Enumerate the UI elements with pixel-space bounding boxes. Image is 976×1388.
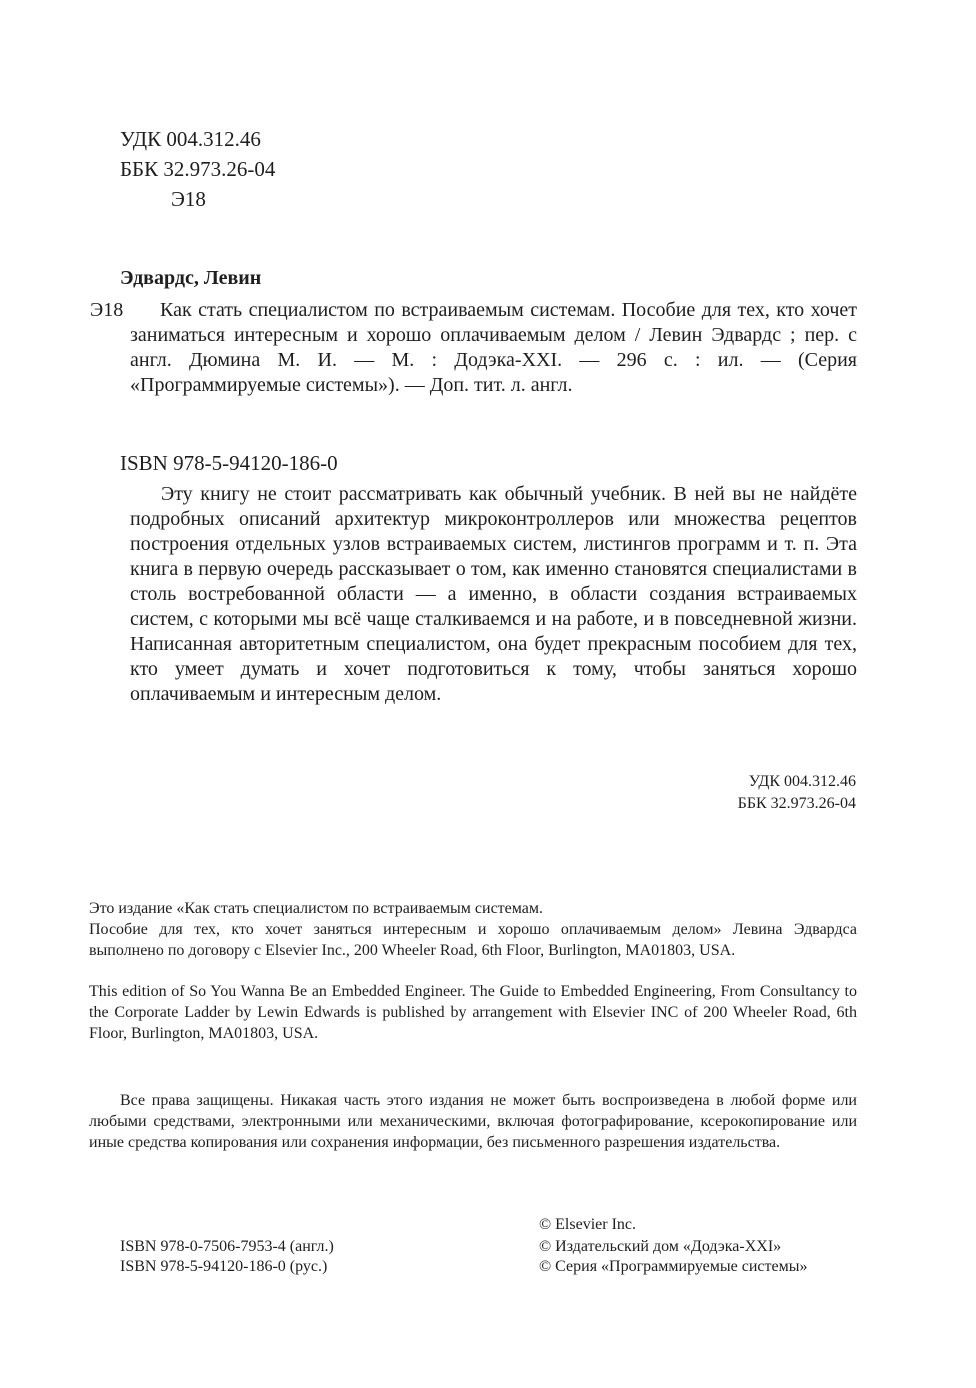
- catalog-code: Э18: [90, 299, 124, 321]
- isbn-english: ISBN 978-0-7506-7953-4 (англ.): [120, 1238, 334, 1255]
- rights-notice: Все права защищены. Никакая часть этого издания не может быть воспроизведена в любой форме или любыми средствами, электронными или механическими, включая фотографирование, ксерокопирование или иные средства копирования или сохранения информации, без письменного разрешения издательства.: [89, 1092, 857, 1151]
- edition-note-ru-line: Это издание «Как стать специалистом по встраиваемым системам.: [89, 900, 544, 917]
- edition-note-ru-line: выполнено по договору с Elsevier Inc., 200 Wheeler Road, 6th Floor, Burlington, MA01803, USA.: [89, 942, 736, 959]
- isbn-russian: ISBN 978-5-94120-186-0 (рус.): [120, 1258, 328, 1275]
- catalog-description: Как стать специалистом по встраиваемым системам. Пособие для тех, кто хочет заниматься интересным и хорошо оплачиваемым делом / Левин Эдвардс ; пер. с англ. Дюмина М. И. — М. : Додэка-XXI. — 296 с. : ил. — (Серия «Программируемые системы»). — Доп. тит. л. англ.: [130, 299, 857, 396]
- author-mark: Э18: [171, 187, 206, 211]
- edition-note-ru: [89, 898, 857, 961]
- bbk-code-repeat: ББК 32.973.26-04: [737, 795, 856, 812]
- catalog-author: Эдвардс, Левин: [120, 267, 262, 289]
- udk-code: УДК 004.312.46: [120, 127, 261, 151]
- copyright-elsevier: © Elsevier Inc.: [539, 1216, 637, 1233]
- edition-note-en: This edition of So You Wanna Be an Embedded Engineer. The Guide to Embedded Engineering, From Consultancy to the Corporate Ladder by Lewin Edwards is published by arrangement with Elsevier INC of 200 Wheeler Road, 6th Floor, Burlington, MA01803, USA.: [89, 983, 857, 1042]
- edition-note-ru-line: Пособие для тех, кто хочет заняться интересным и хорошо оплачиваемым делом» Левина Эдвардса: [89, 921, 857, 938]
- abstract: Эту книгу не стоит рассматривать как обычный учебник. В ней вы не найдёте подробных описаний архитектур микроконтроллеров или множества рецептов построения отдельных узлов встраиваемых систем, листингов программ и т. п. Эта книга в первую очередь рассказывает о том, как именно становятся специалистами в столь востребованной области — а именно, в области создания встраиваемых систем, с которыми мы всё чаще сталкиваемся и на работе, и в повседневной жизни. Написанная авторитетным специалистом, она будет прекрасным пособием для тех, кто умеет думать и хочет подготовиться к тому, чтобы заняться хорошо оплачиваемым и интересным делом.: [130, 483, 857, 705]
- copyright-series: © Серия «Программируемые системы»: [539, 1258, 808, 1275]
- copyright-dodeca: © Издательский дом «Додэка-XXI»: [539, 1238, 782, 1255]
- udk-code-repeat: УДК 004.312.46: [748, 773, 856, 790]
- isbn-main: ISBN 978-5-94120-186-0: [120, 451, 338, 475]
- bbk-code: ББК 32.973.26-04: [120, 157, 276, 181]
